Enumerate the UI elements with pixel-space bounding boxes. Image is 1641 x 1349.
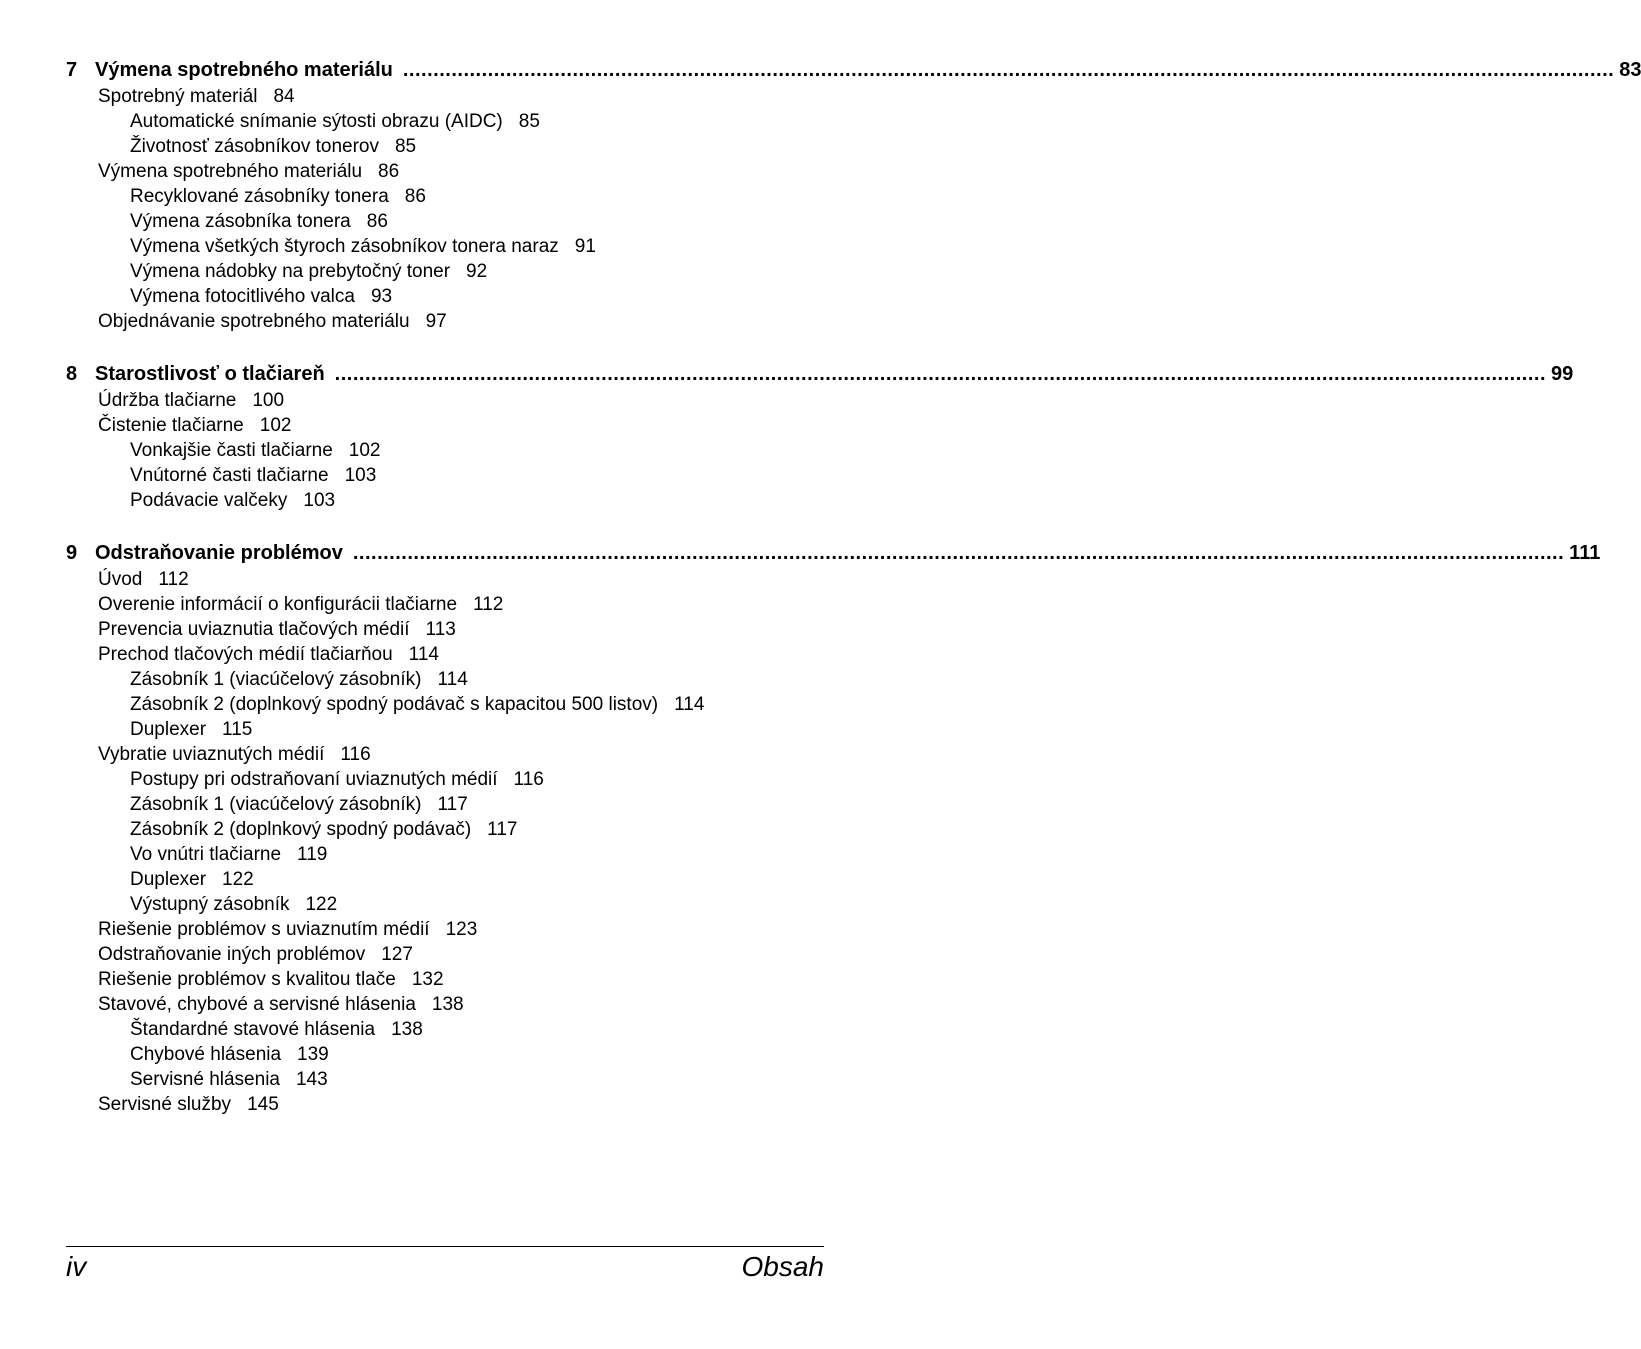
toc-subsection-entry[interactable] — [130, 1042, 329, 1067]
entry-page-number: 132 — [411, 969, 444, 990]
entry-title: Riešenie problémov s uviaznutím médií — [98, 919, 430, 940]
entry-page-number: 114 — [674, 694, 705, 715]
toc-section-entry[interactable] — [98, 388, 284, 413]
toc-section-entry[interactable] — [98, 942, 413, 967]
entry-title: Zásobník 2 (doplnkový spodný podávač s kapacitou 500 listov) — [130, 694, 659, 715]
chapter-number: 7 — [66, 59, 78, 81]
entry-page-number: 113 — [425, 619, 456, 640]
toc-section-entry[interactable] — [98, 159, 399, 184]
entry-page-number: 139 — [297, 1044, 329, 1065]
entry-page-number: 143 — [295, 1069, 328, 1090]
entry-page-number: 112 — [158, 569, 189, 590]
footer-section-title: Obsah — [741, 1251, 824, 1282]
entry-title: Vybratie uviaznutých médií — [98, 744, 325, 765]
entry-page-number: 86 — [366, 211, 388, 232]
entry-title: Overenie informácií o konfigurácii tlačiarne — [98, 594, 458, 615]
toc-subsection-entry[interactable] — [130, 1067, 328, 1092]
entry-page-number: 117 — [437, 794, 468, 815]
toc-section-entry[interactable] — [98, 309, 447, 334]
chapter-page-number: 99 — [1551, 363, 1574, 385]
entry-page-number: 122 — [305, 894, 338, 915]
entry-page-number: 84 — [273, 86, 295, 107]
toc-subsection-entry[interactable] — [130, 1017, 423, 1042]
entry-page-number: 100 — [252, 390, 285, 411]
entry-page-number: 103 — [303, 490, 336, 511]
toc-subsection-entry[interactable] — [130, 234, 596, 259]
chapter-title: Odstraňovanie problémov — [95, 542, 343, 564]
toc-section-entry[interactable] — [98, 992, 464, 1017]
chapter-number: 8 — [66, 363, 78, 385]
entry-page-number: 91 — [574, 236, 596, 257]
entry-page-number: 102 — [348, 440, 381, 461]
entry-page-number: 116 — [513, 769, 544, 790]
entry-title: Duplexer — [130, 869, 207, 890]
entry-title: Výmena nádobky na prebytočný toner — [130, 261, 451, 282]
entry-title: Zásobník 1 (viacúčelový zásobník) — [130, 794, 422, 815]
entry-title: Úvod — [98, 569, 143, 590]
entry-title: Životnosť zásobníkov tonerov — [130, 136, 379, 157]
entry-page-number: 103 — [344, 465, 377, 486]
toc-section-entry[interactable] — [98, 617, 456, 642]
entry-title: Prechod tlačových médií tlačiarňou — [98, 644, 393, 665]
entry-page-number: 114 — [437, 669, 468, 690]
toc-section-entry[interactable] — [98, 642, 439, 667]
entry-page-number: 97 — [425, 311, 447, 332]
entry-page-number: 138 — [391, 1019, 423, 1040]
entry-page-number: 85 — [394, 136, 417, 157]
entry-title: Výmena všetkých štyroch zásobníkov tonera naraz — [130, 236, 559, 257]
entry-page-number: 115 — [222, 719, 253, 740]
toc-section-entry[interactable] — [98, 84, 295, 109]
entry-title: Údržba tlačiarne — [98, 390, 237, 411]
entry-page-number: 123 — [445, 919, 478, 940]
entry-title: Recyklované zásobníky tonera — [130, 186, 389, 207]
footer-page-number: iv — [66, 1251, 87, 1282]
entry-title: Zásobník 2 (doplnkový spodný podávač) — [130, 819, 472, 840]
entry-page-number: 85 — [518, 111, 540, 132]
entry-page-number: 127 — [381, 944, 413, 965]
entry-page-number: 86 — [378, 161, 400, 182]
chapter-number: 9 — [66, 542, 78, 564]
entry-page-number: 138 — [431, 994, 464, 1015]
toc-subsection-entry[interactable] — [130, 209, 388, 234]
dot-leader: ........................................................................................................................................................................................................ — [334, 363, 1546, 385]
entry-title: Štandardné stavové hlásenia — [130, 1019, 376, 1040]
toc-section-entry[interactable] — [98, 917, 477, 942]
entry-title: Chybové hlásenia — [130, 1044, 282, 1065]
chapter-title: Výmena spotrebného materiálu — [95, 59, 393, 81]
chapter-page-number: 83 — [1619, 59, 1641, 81]
entry-page-number: 116 — [340, 744, 371, 765]
entry-page-number: 102 — [259, 415, 292, 436]
toc-subsection-entry[interactable] — [130, 134, 416, 159]
toc-section-entry[interactable] — [98, 567, 189, 592]
toc-subsection-entry[interactable] — [130, 259, 487, 284]
entry-title: Servisné hlásenia — [130, 1069, 280, 1090]
toc-subsection-entry[interactable] — [130, 692, 704, 717]
toc-subsection-entry[interactable] — [130, 109, 540, 134]
entry-page-number: 112 — [473, 594, 504, 615]
toc-subsection-entry[interactable] — [130, 184, 426, 209]
toc-subsection-entry[interactable] — [130, 463, 376, 488]
entry-title: Spotrebný materiál — [98, 86, 258, 107]
chapter-page-number: 111 — [1569, 542, 1601, 564]
toc-subsection-entry[interactable] — [130, 438, 380, 463]
entry-page-number: 114 — [408, 644, 439, 665]
toc-subsection-entry[interactable] — [130, 867, 254, 892]
entry-title: Duplexer — [130, 719, 207, 740]
entry-title: Odstraňovanie iných problémov — [98, 944, 366, 965]
chapter-heading[interactable] — [66, 362, 1574, 386]
toc-subsection-entry[interactable] — [130, 667, 468, 692]
entry-title: Čistenie tlačiarne — [98, 415, 244, 436]
dot-leader: ........................................................................................................................................................................................................ — [402, 59, 1615, 81]
entry-title: Servisné služby — [98, 1094, 232, 1115]
toc-subsection-entry[interactable] — [130, 817, 517, 842]
entry-title: Automatické snímanie sýtosti obrazu (AIDC) — [130, 111, 503, 132]
toc-subsection-entry[interactable] — [130, 792, 468, 817]
toc-section-entry[interactable] — [98, 742, 371, 767]
entry-title: Zásobník 1 (viacúčelový zásobník) — [130, 669, 422, 690]
entry-title: Prevencia uviaznutia tlačových médií — [98, 619, 410, 640]
entry-title: Vonkajšie časti tlačiarne — [130, 440, 333, 461]
entry-title: Podávacie valčeky — [130, 490, 288, 511]
chapter-title: Starostlivosť o tlačiareň — [95, 363, 325, 385]
entry-title: Výmena spotrebného materiálu — [98, 161, 363, 182]
toc-section-entry[interactable] — [98, 967, 444, 992]
toc-section-entry[interactable] — [98, 1092, 279, 1117]
entry-title: Vo vnútri tlačiarne — [130, 844, 282, 865]
toc-subsection-entry[interactable] — [130, 767, 544, 792]
toc-subsection-entry[interactable] — [130, 892, 337, 917]
entry-page-number: 92 — [466, 261, 488, 282]
chapter-heading[interactable] — [66, 541, 1601, 565]
chapter-heading[interactable] — [66, 58, 1641, 82]
dot-leader: ........................................................................................................................................................................................................ — [352, 542, 1565, 564]
entry-title: Postupy pri odstraňovaní uviaznutých médií — [130, 769, 498, 790]
toc-subsection-entry[interactable] — [130, 488, 335, 513]
entry-title: Výmena fotocitlivého valca — [130, 286, 355, 307]
toc-section-entry[interactable] — [98, 413, 291, 438]
entry-page-number: 86 — [404, 186, 426, 207]
entry-page-number: 122 — [222, 869, 254, 890]
entry-page-number: 119 — [297, 844, 328, 865]
entry-title: Stavové, chybové a servisné hlásenia — [98, 994, 416, 1015]
toc-subsection-entry[interactable] — [130, 717, 252, 742]
toc-subsection-entry[interactable] — [130, 842, 327, 867]
entry-page-number: 93 — [370, 286, 393, 307]
entry-page-number: 117 — [487, 819, 518, 840]
entry-title: Riešenie problémov s kvalitou tlače — [98, 969, 396, 990]
toc-subsection-entry[interactable] — [130, 284, 392, 309]
entry-title: Výstupný zásobník — [130, 894, 290, 915]
footer-divider — [66, 1246, 824, 1247]
toc-section-entry[interactable] — [98, 592, 503, 617]
entry-title: Výmena zásobníka tonera — [130, 211, 351, 232]
entry-title: Vnútorné časti tlačiarne — [130, 465, 329, 486]
entry-page-number: 145 — [247, 1094, 279, 1115]
entry-title: Objednávanie spotrebného materiálu — [98, 311, 410, 332]
